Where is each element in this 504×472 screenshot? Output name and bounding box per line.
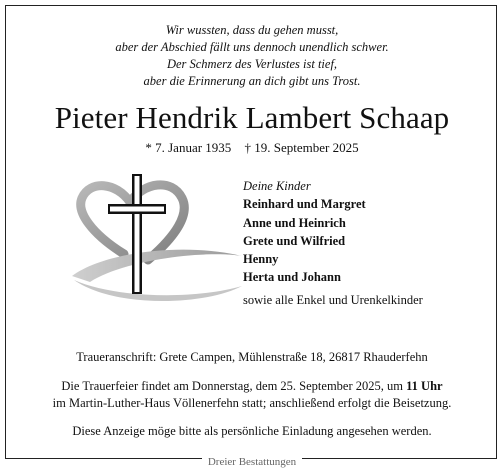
life-dates xyxy=(0,140,504,156)
poem-line: Der Schmerz des Verlustes ist tief, xyxy=(166,57,338,71)
funeral-line-1 xyxy=(0,378,504,395)
invitation-note: Diese Anzeige möge bitte als persönliche Einladung angesehen werden. xyxy=(72,424,432,438)
funeral-time: 11 Uhr xyxy=(406,379,443,393)
footer xyxy=(0,454,504,470)
mourner-name: Henny xyxy=(243,252,279,267)
poem-line: aber die Erinnerung an dich gibt uns Trost. xyxy=(143,74,361,88)
birth-date: * 7. Januar 1935 xyxy=(145,140,232,155)
mourner-name: Anne und Heinrich xyxy=(243,215,346,230)
memorial-emblem xyxy=(64,168,244,308)
mourning-address: Traueranschrift: Grete Campen, Mühlenstraße 18, 26817 Rhauderfehn xyxy=(76,350,428,364)
funeral-info xyxy=(0,378,504,412)
mourners-extra: sowie alle Enkel und Urenkelkinder xyxy=(243,292,423,307)
funeral-date-text: Die Trauerfeier findet am Donnerstag, dem 25. September 2025, um xyxy=(61,379,403,393)
mourner-name: Reinhard und Margret xyxy=(243,197,366,212)
undertaker-name: Dreier Bestattungen xyxy=(202,456,302,468)
mourners-list xyxy=(243,177,423,309)
poem-line: aber der Abschied fällt uns dennoch unendlich schwer. xyxy=(115,40,389,54)
mourners-intro: Deine Kinder xyxy=(243,179,311,193)
poem-line: Wir wussten, dass du gehen musst, xyxy=(165,23,339,37)
deceased-name: Pieter Hendrik Lambert Schaap xyxy=(54,100,450,135)
poem xyxy=(0,22,504,90)
funeral-line-2: im Martin-Luther-Haus Völlenerfehn statt; anschließend erfolgt die Beisetzung. xyxy=(52,396,452,410)
mourner-name: Grete und Wilfried xyxy=(243,233,346,248)
death-date: † 19. September 2025 xyxy=(244,140,359,155)
mourner-name: Herta und Johann xyxy=(243,270,341,285)
heart-swoosh-icon xyxy=(72,185,242,301)
